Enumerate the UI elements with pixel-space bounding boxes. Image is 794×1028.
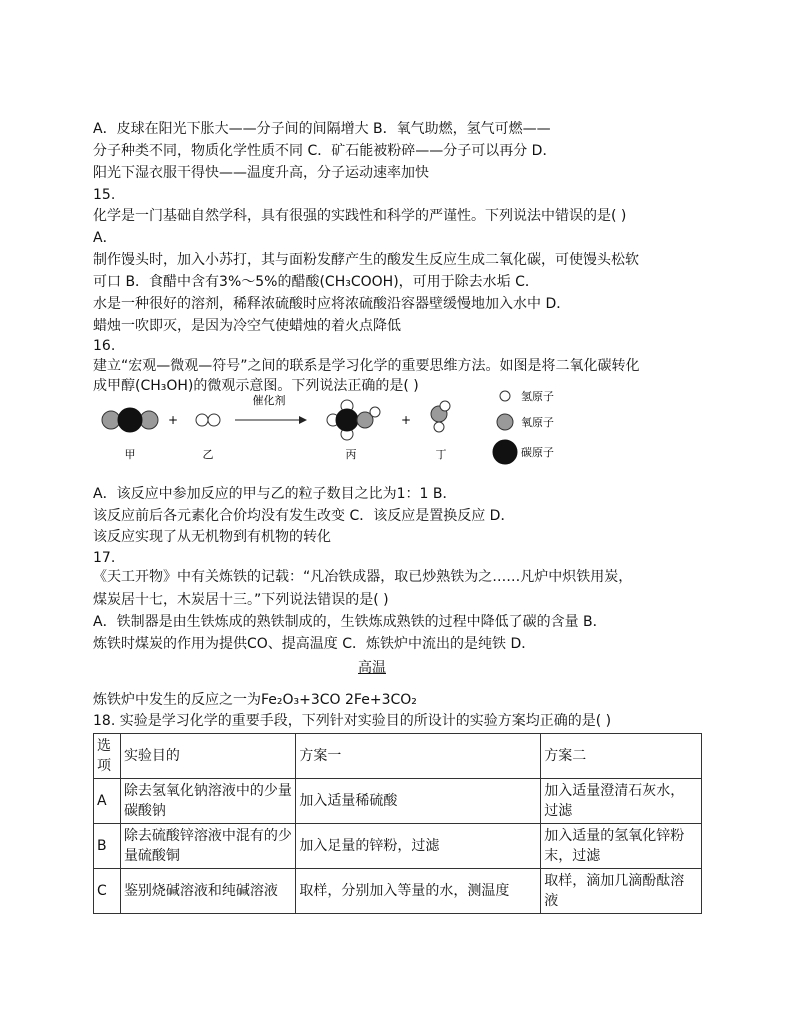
question-number-15: 15. [93,187,116,203]
table-cell: 除去氢氧化钠溶液中的少量碳酸钠 [120,779,295,824]
reaction-equation-line: 炼铁炉中发生的反应之一为Fe₂O₃+3CO 2Fe+3CO₂ [93,692,417,708]
table-cell: A [94,779,121,824]
legend-oxygen: 氧原子 [521,416,554,429]
legend-hydrogen: 氢原子 [521,390,554,403]
text-line: 该反应前后各元素化合价均没有发生改变 C．该反应是置换反应 D． [93,508,515,524]
table-row [94,824,702,869]
table-cell: 除去硫酸锌溶液中混有的少量硫酸铜 [120,824,295,869]
text-line: A．该反应中参加反应的甲与乙的粒子数目之比为1：1 B． [93,486,457,502]
text-line: 水是一种很好的溶剂，稀释浓硫酸时应将浓硫酸沿容器壁缓慢地加入水中 D． [93,296,571,312]
text-line: 分子种类不同，物质化学性质不同 C．矿石能被粉碎——分子可以再分 D． [93,143,557,159]
table-header-row [94,734,702,779]
table-cell: 取样，滴加几滴酚酞溶液 [541,869,702,914]
table-cell: 加入适量澄清石灰水，过滤 [541,779,702,824]
question-17-stem: 《天工开物》中有关炼铁的记载：“凡冶铁成器，取已炒熟铁为之……凡炉中炽铁用炭， [93,569,633,585]
question-16-stem: 建立“宏观—微观—符号”之间的联系是学习化学的重要思维方法。如图是将二氧化碳转化 [93,358,640,374]
text-line: 煤炭居十七，木炭居十三。”下列说法错误的是( ) [93,592,389,608]
molecule-jia [102,408,158,432]
header-plan-one: 方案一 [296,734,541,779]
text-line: 该反应实现了从无机物到有机物的转化 [93,529,331,545]
text-line: A． [93,230,117,246]
molecule-bing [327,400,380,440]
text-line: A．铁制器是由生铁炼成的熟铁制成的，生铁炼成熟铁的过程中降低了碳的含量 B． [93,614,607,630]
legend-carbon: 碳原子 [521,446,554,459]
molecule-ding [431,401,450,432]
text-line: 制作馒头时，加入小苏打，其与面粉发酵产生的酸发生反应生成二氧化碳，可使馒头松软 [93,252,639,268]
table-cell: 加入适量的氢氧化锌粉末，过滤 [541,824,702,869]
question-15-stem: 化学是一门基础自然学科，具有很强的实践性和科学的严谨性。下列说法中错误的是( ) [93,208,627,224]
text-line: 蜡烛一吹即灭，是因为冷空气使蜡烛的着火点降低 [93,318,401,334]
diagram-legend [493,389,554,464]
plus-sign: + [400,413,412,427]
table-cell: B [94,824,121,869]
molecule-yi [196,414,220,426]
catalyst-label: 催化剂 [252,394,286,407]
plus-sign: + [167,413,179,427]
table-cell: 加入适量稀硫酸 [296,779,541,824]
label-ding: 丁 [435,448,447,461]
reaction-condition-high-temp: 高温 [358,660,386,676]
label-yi: 乙 [202,448,214,461]
question-18-stem: 18. 实验是学习化学的重要手段，下列针对实验目的所设计的实验方案均正确的是( ) [93,713,612,729]
header-purpose: 实验目的 [120,734,295,779]
arrow-head-icon [299,416,307,424]
text-line: 成甲醇(CH₃OH)的微观示意图。下列说法正确的是( ) [93,378,419,394]
question-number-16: 16. [93,338,116,354]
table-cell: C [94,869,121,914]
label-bing: 丙 [345,448,357,461]
text-line: 阳光下湿衣服干得快——温度升高，分子运动速率加快 [93,165,429,181]
header-option: 选项 [94,734,121,779]
text-line: A．皮球在阳光下胀大——分子间的间隔增大 B．氧气助燃，氢气可燃—— [93,121,551,137]
table-cell: 取样，分别加入等量的水，测温度 [296,869,541,914]
table-row [94,779,702,824]
label-jia: 甲 [124,448,136,461]
table-cell: 鉴别烧碱溶液和纯碱溶液 [120,869,295,914]
table-cell: 加入足量的锌粉，过滤 [296,824,541,869]
text-line: 可口 B．食醋中含有3%～5%的醋酸(CH₃COOH)，可用于除去水垢 C． [93,274,539,290]
header-plan-two: 方案二 [541,734,702,779]
text-line: 炼铁时煤炭的作用为提供CO、提高温度 C．炼铁炉中流出的是纯铁 D． [93,636,536,652]
table-row [94,869,702,914]
molecule-reaction-diagram [93,382,713,472]
experiment-table [93,733,702,914]
question-number-17: 17. [93,550,116,566]
